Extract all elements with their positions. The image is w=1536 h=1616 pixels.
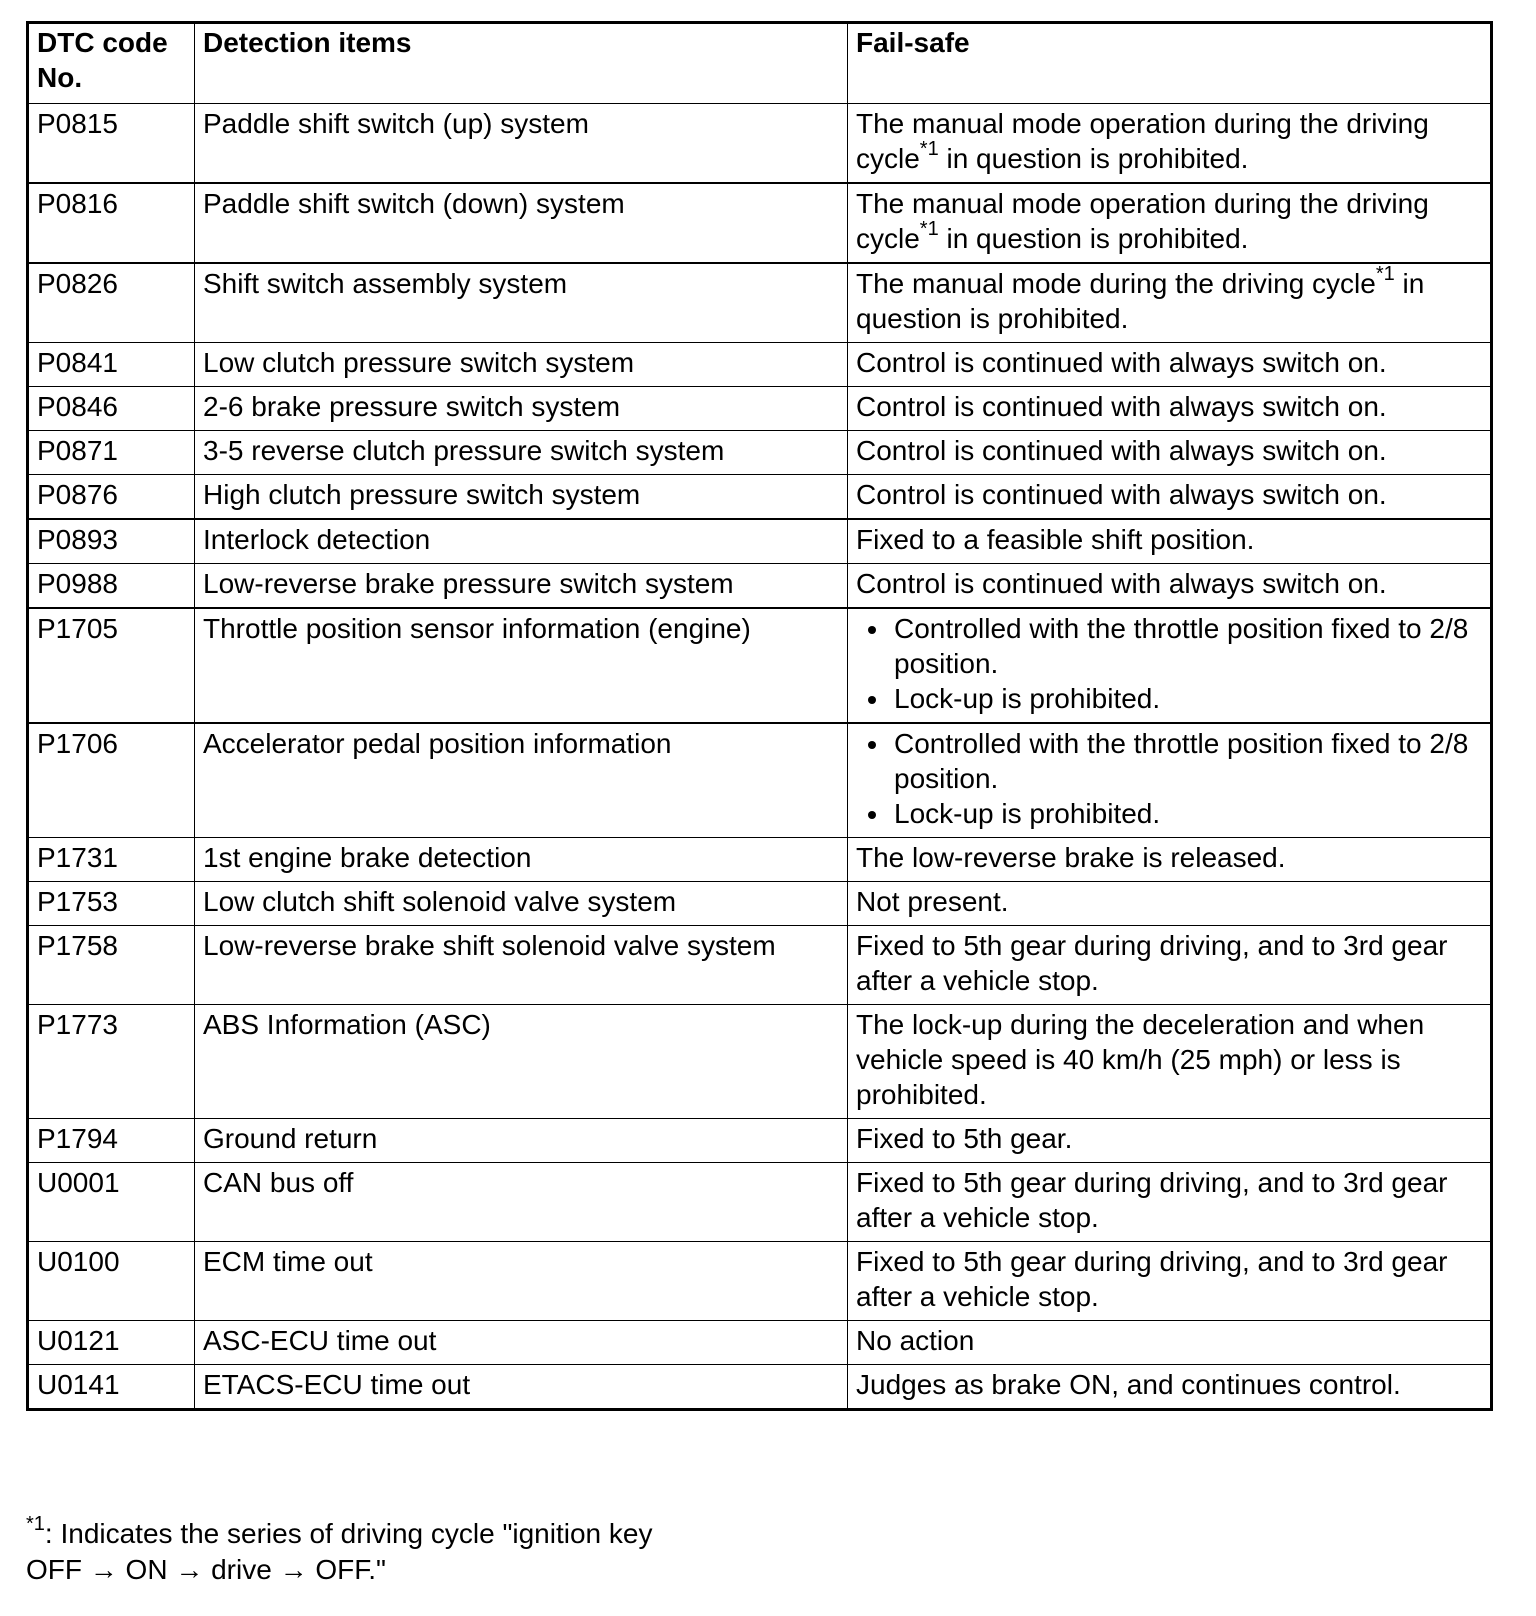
footnote-marker: *1	[26, 1512, 45, 1535]
fail-safe-cell: Fixed to 5th gear during driving, and to 3rd gear after a vehicle stop.	[848, 1163, 1492, 1242]
dtc-failsafe-table	[26, 21, 1493, 1411]
fail-safe-cell	[848, 263, 1492, 343]
fail-safe-cell: Control is continued with always switch on.	[848, 343, 1492, 387]
detection-item-cell: 2-6 brake pressure switch system	[195, 387, 848, 431]
detection-item-cell: Throttle position sensor information (engine)	[195, 608, 848, 723]
dtc-code-cell: P1753	[28, 882, 195, 926]
detection-item-cell: Low-reverse brake pressure switch system	[195, 564, 848, 609]
detection-item-cell: Paddle shift switch (down) system	[195, 183, 848, 263]
fail-safe-cell: Fixed to 5th gear during driving, and to 3rd gear after a vehicle stop.	[848, 1242, 1492, 1321]
fail-safe-cell: Not present.	[848, 882, 1492, 926]
detection-item-cell: ABS Information (ASC)	[195, 1005, 848, 1119]
table-row	[28, 387, 1492, 431]
fail-safe-bullet-list	[856, 726, 1482, 831]
fail-safe-cell	[848, 183, 1492, 263]
detection-item-cell: Low-reverse brake shift solenoid valve system	[195, 926, 848, 1005]
table-row	[28, 882, 1492, 926]
dtc-code-cell: P0876	[28, 475, 195, 520]
detection-item-cell: 3-5 reverse clutch pressure switch system	[195, 431, 848, 475]
fail-safe-text-cont: in question is prohibited.	[938, 143, 1249, 174]
dtc-code-cell: P0893	[28, 519, 195, 564]
dtc-code-cell: P0846	[28, 387, 195, 431]
dtc-code-cell: P0841	[28, 343, 195, 387]
dtc-code-cell: P0988	[28, 564, 195, 609]
header-row	[28, 23, 1492, 104]
detection-item-cell: CAN bus off	[195, 1163, 848, 1242]
fail-safe-cell: Control is continued with always switch on.	[848, 387, 1492, 431]
fail-safe-text-cont: in question is prohibited.	[938, 223, 1249, 254]
dtc-code-cell: P0815	[28, 104, 195, 184]
footnote-ref: *1	[1375, 262, 1395, 285]
table-row	[28, 1163, 1492, 1242]
dtc-code-cell: P1773	[28, 1005, 195, 1119]
fail-safe-cell	[848, 608, 1492, 723]
fail-safe-cell: Judges as brake ON, and continues control.	[848, 1365, 1492, 1410]
table-body	[28, 104, 1492, 1410]
table-row	[28, 1365, 1492, 1410]
dtc-code-cell: U0001	[28, 1163, 195, 1242]
fail-safe-cell: The low-reverse brake is released.	[848, 838, 1492, 882]
table-row	[28, 475, 1492, 520]
detection-item-cell: ASC-ECU time out	[195, 1321, 848, 1365]
table-row	[28, 1242, 1492, 1321]
fail-safe-cell: Fixed to a feasible shift position.	[848, 519, 1492, 564]
dtc-code-cell: P1706	[28, 723, 195, 838]
fail-safe-cell: Control is continued with always switch on.	[848, 564, 1492, 609]
fail-safe-bullet: Lock-up is prohibited.	[856, 796, 1482, 831]
table-row	[28, 183, 1492, 263]
fail-safe-cell: No action	[848, 1321, 1492, 1365]
table-row	[28, 1005, 1492, 1119]
detection-item-cell: Paddle shift switch (up) system	[195, 104, 848, 184]
table-row	[28, 104, 1492, 184]
table-row	[28, 723, 1492, 838]
table-row	[28, 1321, 1492, 1365]
detection-item-cell: Shift switch assembly system	[195, 263, 848, 343]
fail-safe-text: The manual mode operation during the driving cycle	[856, 108, 1429, 174]
table-row	[28, 519, 1492, 564]
dtc-code-cell: P0826	[28, 263, 195, 343]
detection-item-cell: 1st engine brake detection	[195, 838, 848, 882]
dtc-code-cell: P1731	[28, 838, 195, 882]
dtc-code-cell: P1794	[28, 1119, 195, 1163]
dtc-code-cell: P0871	[28, 431, 195, 475]
footnote-text-1: : Indicates the series of driving cycle "ignition key	[44, 1518, 653, 1549]
fail-safe-cell: Fixed to 5th gear during driving, and to 3rd gear after a vehicle stop.	[848, 926, 1492, 1005]
footnote	[26, 1512, 926, 1588]
detection-item-cell: ECM time out	[195, 1242, 848, 1321]
fail-safe-cell: Fixed to 5th gear.	[848, 1119, 1492, 1163]
dtc-code-cell: P1705	[28, 608, 195, 723]
footnote-ref: *1	[919, 137, 939, 160]
dtc-code-cell: U0141	[28, 1365, 195, 1410]
fail-safe-cell: Control is continued with always switch on.	[848, 475, 1492, 520]
fail-safe-cell: Control is continued with always switch on.	[848, 431, 1492, 475]
footnote-line-1	[26, 1512, 926, 1552]
dtc-code-cell: U0100	[28, 1242, 195, 1321]
dtc-code-cell: P0816	[28, 183, 195, 263]
table-row	[28, 431, 1492, 475]
header-detection-items: Detection items	[195, 23, 848, 104]
footnote-ref: *1	[919, 217, 939, 240]
table-row	[28, 564, 1492, 609]
table-row	[28, 1119, 1492, 1163]
fail-safe-cell	[848, 104, 1492, 184]
detection-item-cell: Low clutch pressure switch system	[195, 343, 848, 387]
fail-safe-bullet: Controlled with the throttle position fixed to 2/8 position.	[856, 726, 1482, 796]
header-fail-safe: Fail-safe	[848, 23, 1492, 104]
fail-safe-cell	[848, 723, 1492, 838]
table-row	[28, 838, 1492, 882]
table-row	[28, 263, 1492, 343]
table-header	[28, 23, 1492, 104]
detection-item-cell: ETACS-ECU time out	[195, 1365, 848, 1410]
fail-safe-cell: The lock-up during the deceleration and when vehicle speed is 40 km/h (25 mph) or less is prohibited.	[848, 1005, 1492, 1119]
detection-item-cell: Accelerator pedal position information	[195, 723, 848, 838]
dtc-code-cell: P1758	[28, 926, 195, 1005]
table-row	[28, 343, 1492, 387]
fail-safe-bullet: Lock-up is prohibited.	[856, 681, 1482, 716]
fail-safe-text: The manual mode during the driving cycle	[856, 268, 1376, 299]
footnote-line-2: OFF → ON → drive → OFF."	[26, 1554, 386, 1585]
detection-item-cell: High clutch pressure switch system	[195, 475, 848, 520]
fail-safe-text: The manual mode operation during the driving cycle	[856, 188, 1429, 254]
dtc-code-cell: U0121	[28, 1321, 195, 1365]
table-row	[28, 926, 1492, 1005]
detection-item-cell: Interlock detection	[195, 519, 848, 564]
fail-safe-bullet-list	[856, 611, 1482, 716]
fail-safe-text-cont: in question is prohibited.	[856, 268, 1425, 334]
detection-item-cell: Ground return	[195, 1119, 848, 1163]
fail-safe-bullet: Controlled with the throttle position fixed to 2/8 position.	[856, 611, 1482, 681]
table-row	[28, 608, 1492, 723]
header-dtc-code: DTC code No.	[28, 23, 195, 104]
detection-item-cell: Low clutch shift solenoid valve system	[195, 882, 848, 926]
